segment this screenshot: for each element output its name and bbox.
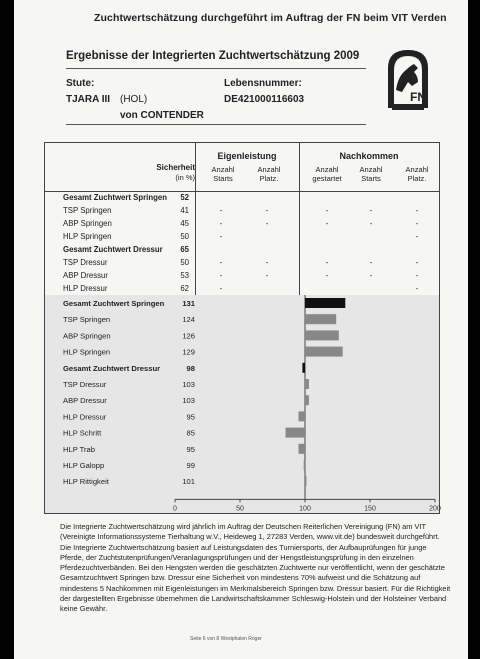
table-cell: - <box>369 206 373 215</box>
table-cell: - <box>219 258 223 267</box>
bar-category-label: HLP Springen <box>63 347 111 357</box>
lebensnummer-label: Lebensnummer: <box>224 78 302 89</box>
table-cell: - <box>369 258 373 267</box>
bar-category-label: Gesamt Zuchtwert Springen <box>63 299 165 308</box>
bar-value-label: 85 <box>186 428 195 438</box>
bar-category-label: ABP Springen <box>63 331 111 341</box>
bar-value-label: 99 <box>186 461 195 470</box>
bar <box>305 395 309 405</box>
table-cell: - <box>219 206 223 215</box>
table-cell: - <box>265 219 269 228</box>
table-cell: - <box>415 232 419 241</box>
document-page <box>14 0 468 659</box>
bar <box>305 314 336 324</box>
sire-line: von CONTENDER <box>120 110 204 121</box>
bar-category-label: ABP Dressur <box>63 396 107 406</box>
table-cell: - <box>415 271 419 280</box>
x-tick-label: 100 <box>299 505 311 513</box>
page-footer: Seite 6 von 8 Westphalen Roger <box>190 636 262 642</box>
horse-breed: (HOL) <box>120 94 148 105</box>
row-label: TSP Dressur <box>63 258 108 267</box>
bar-value-label: 129 <box>182 347 195 357</box>
info-rule <box>66 124 366 125</box>
x-tick-label: 200 <box>429 505 441 513</box>
bar-category-label: TSP Dressur <box>63 380 107 389</box>
x-tick-label: 50 <box>236 505 244 513</box>
sicherheit-value: 65 <box>180 245 189 254</box>
bar <box>299 411 306 421</box>
sicherheit-value: 41 <box>180 206 189 215</box>
table-cell: - <box>415 206 419 215</box>
sicherheit-value: 50 <box>180 232 189 241</box>
stute-label: Stute: <box>66 78 95 89</box>
title-rule <box>66 68 366 69</box>
table-cell: - <box>325 206 329 215</box>
horse-name: TJARA III <box>66 94 111 105</box>
nachkommen-header: Nachkommen <box>339 151 399 161</box>
bar <box>305 347 343 357</box>
bar-category-label: HLP Rittigkeit <box>63 477 109 487</box>
footnote: Die Integrierte Zuchtwertschätzung wird jährlich im Auftrag der Deutschen Reiterlichen Vereinigung (FN) am VIT (Vereinigte Informationssysteme Tierhaltung w.V., Heideweg 1, 27283 Verden, www.vit.de) bundesweit durchgeführt. Die Integrierte Zuchtwertschätzung basiert auf Leistungsdaten des Turniersports, der Aufbauprüfungen für junge Pferde, der Zuchtstutenprüfungen/Veranlagungsprüfungen und der Hengstleistungsprüfung in den einzelnen Pferdezuchtverbänden. Bei den Hengsten werden die geschätzten Zuchtwerte nur veröffentlicht, wenn der geschätzte Gesamtzuchtwert Springen bzw. Dressur eine Sicherheit von mindestens 70% aufweist und die Schätzung auf mindestens 5 Nachkommen mit Eigenleistungen im Merkmalsbereich Springen bzw. Dressur basiert. Für die Richtigkeit der dargestellten Ergebnisse übernehmen die Landwirtschaftskammer Schleswig-Holstein und der Holsteiner Verband keine Gewähr. <box>60 522 451 614</box>
bar-value-label: 126 <box>182 331 195 341</box>
page-title: Ergebnisse der Integrierten Zuchtwertschätzung 2009 <box>66 50 360 62</box>
sicherheit-value: 52 <box>180 193 189 202</box>
table-cell: - <box>415 258 419 267</box>
bar-value-label: 101 <box>182 477 195 487</box>
row-label: ABP Springen <box>63 219 112 228</box>
bar-value-label: 103 <box>182 396 195 406</box>
table-cell: - <box>369 271 373 280</box>
bar-value-label: 103 <box>182 380 195 389</box>
col-nk-starts: Anzahl Starts <box>359 165 383 183</box>
sicherheit-value: 50 <box>180 258 189 267</box>
bar-value-label: 95 <box>186 444 195 454</box>
header-commission-line: Zuchtwertschätzung durchgeführt im Auftrag der FN beim VIT Verden <box>94 12 447 24</box>
table-cell: - <box>219 232 223 241</box>
row-label: Gesamt Zuchtwert Dressur <box>63 245 163 254</box>
sicherheit-label: Sicherheit <box>156 163 195 172</box>
col-anzahl-starts: Anzahl Starts <box>211 165 235 183</box>
sicherheit-value: 62 <box>180 284 189 293</box>
sicherheit-value: 53 <box>180 271 189 280</box>
table-cell: - <box>219 284 223 293</box>
table-cell: - <box>219 219 223 228</box>
bar-category-label: HLP Trab <box>63 444 95 454</box>
row-label: HLP Dressur <box>63 284 108 293</box>
table-cell: - <box>265 271 269 280</box>
bar-value-label: 124 <box>182 315 195 325</box>
table-cell: - <box>265 206 269 215</box>
bar-category-label: HLP Galopp <box>63 461 105 470</box>
zuchtwert-bar-chart <box>45 143 439 525</box>
bar <box>302 363 305 373</box>
bar <box>286 428 306 438</box>
x-tick-label: 0 <box>173 505 177 513</box>
eigenleistung-header: Eigenleistung <box>217 151 277 161</box>
table-cell: - <box>415 219 419 228</box>
table-cell: - <box>325 271 329 280</box>
table-cell: - <box>265 258 269 267</box>
table-cell: - <box>325 219 329 228</box>
bar <box>299 444 306 454</box>
bar-value-label: 95 <box>186 412 195 422</box>
bar-value-label: 131 <box>182 299 195 308</box>
col-anzahl-platz: Anzahl Platz. <box>257 165 281 183</box>
logo-fn-text: FN <box>410 90 426 104</box>
sicherheit-value: 45 <box>180 219 189 228</box>
row-label: HLP Springen <box>63 232 112 241</box>
bar-category-label: TSP Springen <box>63 315 111 325</box>
col-nk-platz: Anzahl Platz. <box>405 165 429 183</box>
bar <box>305 379 309 389</box>
bar <box>305 298 345 308</box>
col-anzahl-gestartet: Anzahl gestartet <box>312 165 342 183</box>
row-label: TSP Springen <box>63 206 112 215</box>
fn-logo <box>384 46 432 112</box>
table-cell: - <box>219 271 223 280</box>
table-cell: - <box>325 258 329 267</box>
bar <box>304 460 306 470</box>
bar-category-label: HLP Schritt <box>63 428 102 438</box>
bar-value-label: 98 <box>186 363 195 373</box>
sicherheit-unit: (in %) <box>175 173 195 182</box>
results-table <box>44 142 440 514</box>
bar <box>305 330 339 340</box>
x-tick-label: 150 <box>364 505 376 513</box>
row-label: Gesamt Zuchtwert Springen <box>63 193 167 202</box>
bar-category-label: HLP Dressur <box>63 412 107 422</box>
bar-category-label: Gesamt Zuchtwert Dressur <box>63 363 161 373</box>
bar <box>305 476 307 486</box>
row-label: ABP Dressur <box>63 271 108 280</box>
lebensnummer-value: DE421000116603 <box>224 94 305 105</box>
table-cell: - <box>415 284 419 293</box>
table-cell: - <box>369 219 373 228</box>
